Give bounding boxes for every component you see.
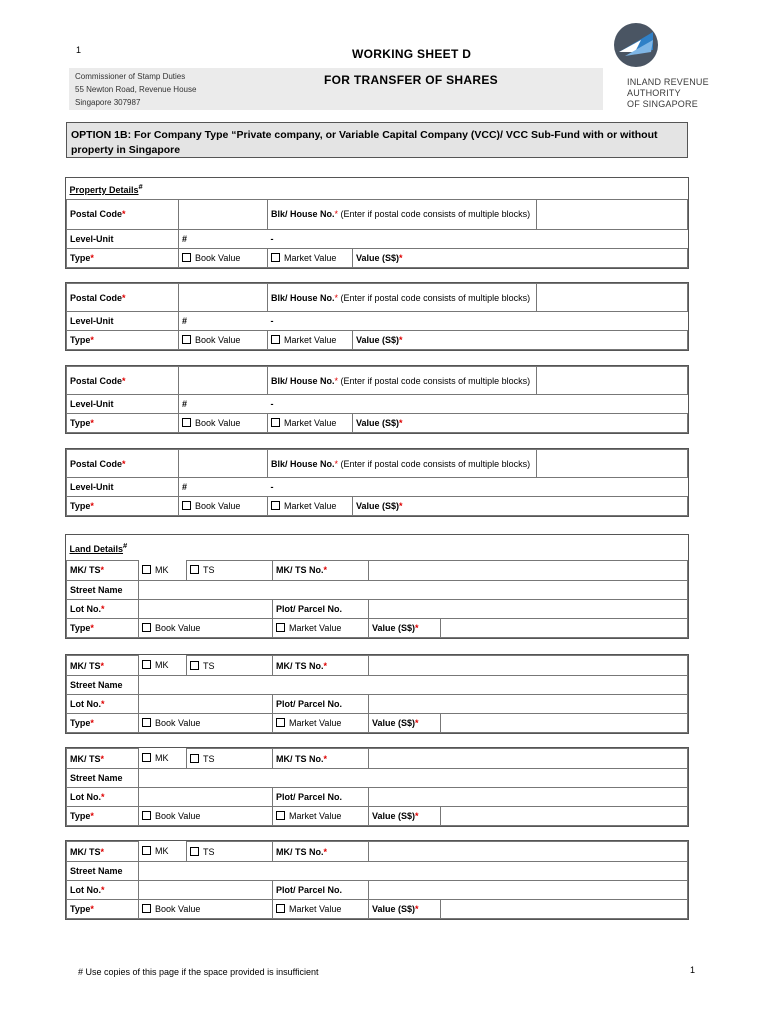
lot-no-input[interactable] bbox=[139, 695, 273, 714]
market-value-option[interactable]: Market Value bbox=[273, 900, 369, 919]
blk-label: Blk/ House No. bbox=[271, 458, 335, 469]
book-value-option[interactable]: Book Value bbox=[139, 807, 273, 826]
checkbox-icon[interactable] bbox=[142, 846, 151, 855]
value-input[interactable] bbox=[441, 714, 688, 733]
land-block: Land Details# MK/ TS* MK TS MK/ TS No.* Street Name Lot No.* Plot/ Parcel No. Type* Book Value Market Value Value (S$)* bbox=[65, 534, 689, 639]
mk-option[interactable]: MK bbox=[139, 560, 187, 580]
type-label: Type bbox=[70, 718, 91, 728]
property-block: Property Details# Postal Code* Blk/ House No.* (Enter if postal code consists of multiple blocks) Level-Unit # - Type* Book Value Market Value Value (S$)* bbox=[65, 177, 689, 269]
blk-input[interactable] bbox=[537, 367, 688, 395]
book-value-option[interactable]: Book Value bbox=[179, 497, 268, 516]
value-input[interactable] bbox=[441, 807, 688, 826]
blk-note: (Enter if postal code consists of multiple blocks) bbox=[338, 292, 531, 303]
blk-label: Blk/ House No. bbox=[271, 292, 335, 303]
checkbox-icon[interactable] bbox=[271, 501, 280, 510]
unit-hash: # bbox=[182, 233, 188, 244]
plot-input[interactable] bbox=[369, 788, 688, 807]
lot-no-label: Lot No. bbox=[70, 699, 101, 709]
market-value-option[interactable]: Market Value bbox=[273, 714, 369, 733]
book-value-option[interactable]: Book Value bbox=[139, 900, 273, 919]
section-hash: # bbox=[138, 181, 143, 191]
org-line-3: OF SINGAPORE bbox=[627, 99, 698, 109]
book-value-option[interactable]: Book Value bbox=[179, 331, 268, 350]
blk-label: Blk/ House No. bbox=[271, 375, 335, 386]
plot-label: Plot/ Parcel No. bbox=[273, 881, 369, 900]
mk-ts-no-input[interactable] bbox=[369, 749, 688, 769]
postal-code-label: Postal Code bbox=[70, 458, 123, 469]
plot-input[interactable] bbox=[369, 599, 688, 618]
address-line-2: 55 Newton Road, Revenue House bbox=[75, 85, 197, 94]
checkbox-icon[interactable] bbox=[271, 418, 280, 427]
market-value-option[interactable]: Market Value bbox=[273, 807, 369, 826]
postal-code-input[interactable] bbox=[179, 284, 268, 312]
checkbox-icon[interactable] bbox=[276, 811, 285, 820]
value-label: Value (S$) bbox=[356, 418, 400, 428]
unit-hash: # bbox=[182, 399, 188, 409]
org-name bbox=[627, 77, 709, 110]
street-name-input[interactable] bbox=[139, 580, 688, 599]
mk-ts-label: MK/ TS bbox=[70, 753, 101, 764]
checkbox-icon[interactable] bbox=[276, 623, 285, 632]
street-name-label: Street Name bbox=[67, 862, 139, 881]
plot-input[interactable] bbox=[369, 881, 688, 900]
level-unit-label: Level-Unit bbox=[67, 478, 179, 497]
plot-input[interactable] bbox=[369, 695, 688, 714]
street-name-input[interactable] bbox=[139, 676, 688, 695]
value-label: Value (S$) bbox=[372, 622, 416, 633]
property-section-title: Property Details bbox=[69, 184, 139, 195]
land-block: MK/ TS* MK TS MK/ TS No.* Street Name Lot No.* Plot/ Parcel No. Type* Book Value Market Value Value (S$)* bbox=[65, 747, 689, 827]
mk-option[interactable]: MK bbox=[139, 656, 187, 676]
section-hash: # bbox=[123, 540, 128, 550]
checkbox-icon[interactable] bbox=[271, 335, 280, 344]
property-block: Postal Code* Blk/ House No.* (Enter if postal code consists of multiple blocks) Level-Unit # - Type* Book Value Market Value Value (S$)* bbox=[65, 282, 689, 351]
type-label: Type bbox=[70, 501, 91, 511]
address-line-3: Singapore 307987 bbox=[75, 98, 141, 107]
unit-dash: - bbox=[270, 482, 274, 492]
street-name-label: Street Name bbox=[67, 580, 139, 599]
blk-input[interactable] bbox=[537, 199, 688, 229]
checkbox-icon[interactable] bbox=[182, 501, 191, 510]
type-label: Type bbox=[70, 418, 91, 428]
checkbox-icon[interactable] bbox=[142, 660, 151, 669]
org-line-1: INLAND REVENUE bbox=[627, 77, 709, 87]
value-label: Value (S$) bbox=[356, 335, 400, 345]
plot-label: Plot/ Parcel No. bbox=[273, 788, 369, 807]
address-line-1: Commissioner of Stamp Duties bbox=[75, 72, 186, 81]
mk-ts-no-label: MK/ TS No. bbox=[276, 660, 324, 671]
checkbox-icon[interactable] bbox=[190, 847, 199, 856]
postal-code-input[interactable] bbox=[179, 367, 268, 395]
street-name-label: Street Name bbox=[67, 676, 139, 695]
blk-input[interactable] bbox=[537, 284, 688, 312]
mk-ts-label: MK/ TS bbox=[70, 565, 101, 575]
iras-logo-icon bbox=[613, 22, 659, 68]
lot-no-label: Lot No. bbox=[70, 792, 101, 802]
checkbox-icon[interactable] bbox=[142, 718, 151, 727]
value-label: Value (S$) bbox=[356, 501, 400, 511]
value-input[interactable] bbox=[441, 618, 688, 637]
level-unit-label: Level-Unit bbox=[67, 395, 179, 414]
value-label: Value (S$) bbox=[372, 811, 416, 821]
property-block: Postal Code* Blk/ House No.* (Enter if postal code consists of multiple blocks) Level-Unit # - Type* Book Value Market Value Value (S$)* bbox=[65, 365, 689, 434]
mk-ts-no-label: MK/ TS No. bbox=[276, 753, 324, 764]
blk-note: (Enter if postal code consists of multiple blocks) bbox=[338, 458, 531, 469]
unit-hash: # bbox=[182, 316, 188, 326]
ts-option[interactable]: TS bbox=[187, 842, 273, 862]
checkbox-icon[interactable] bbox=[182, 418, 191, 427]
checkbox-icon[interactable] bbox=[142, 753, 151, 762]
checkbox-icon[interactable] bbox=[142, 811, 151, 820]
value-label: Value (S$) bbox=[356, 252, 400, 263]
value-label: Value (S$) bbox=[372, 718, 416, 728]
mk-ts-no-input[interactable] bbox=[369, 560, 688, 580]
ts-option[interactable]: TS bbox=[187, 749, 273, 769]
checkbox-icon[interactable] bbox=[271, 253, 280, 262]
checkbox-icon[interactable] bbox=[190, 661, 199, 670]
mk-ts-label: MK/ TS bbox=[70, 846, 101, 857]
level-unit-label: Level-Unit bbox=[67, 312, 179, 331]
lot-no-input[interactable] bbox=[139, 881, 273, 900]
market-value-option[interactable]: Market Value bbox=[268, 248, 353, 267]
mk-option[interactable]: MK bbox=[139, 842, 187, 862]
checkbox-icon[interactable] bbox=[182, 335, 191, 344]
org-line-2: AUTHORITY bbox=[627, 88, 681, 98]
street-name-input[interactable] bbox=[139, 769, 688, 788]
type-label: Type bbox=[70, 252, 91, 263]
footer-note: # Use copies of this page if the space provided is insufficient bbox=[78, 967, 319, 977]
plot-label: Plot/ Parcel No. bbox=[273, 599, 369, 618]
book-value-option[interactable]: Book Value bbox=[179, 414, 268, 433]
blk-note: (Enter if postal code consists of multiple blocks) bbox=[338, 375, 531, 386]
unit-dash: - bbox=[270, 233, 274, 244]
type-label: Type bbox=[70, 811, 91, 821]
mk-ts-no-input[interactable] bbox=[369, 656, 688, 676]
checkbox-icon[interactable] bbox=[142, 565, 151, 574]
mk-ts-label: MK/ TS bbox=[70, 660, 101, 671]
mk-ts-no-label: MK/ TS No. bbox=[276, 846, 324, 857]
checkbox-icon[interactable] bbox=[276, 718, 285, 727]
ts-option[interactable]: TS bbox=[187, 656, 273, 676]
postal-code-label: Postal Code bbox=[70, 292, 123, 303]
lot-no-label: Lot No. bbox=[70, 885, 101, 895]
value-label: Value (S$) bbox=[372, 904, 416, 914]
type-label: Type bbox=[70, 622, 91, 633]
street-name-input[interactable] bbox=[139, 862, 688, 881]
type-label: Type bbox=[70, 335, 91, 345]
checkbox-icon[interactable] bbox=[142, 904, 151, 913]
checkbox-icon[interactable] bbox=[182, 253, 191, 262]
unit-dash: - bbox=[270, 399, 274, 409]
plot-label: Plot/ Parcel No. bbox=[273, 695, 369, 714]
page-number-top: 1 bbox=[76, 45, 82, 55]
blk-input[interactable] bbox=[537, 450, 688, 478]
unit-dash: - bbox=[270, 316, 274, 326]
postal-code-input[interactable] bbox=[179, 199, 268, 229]
checkbox-icon[interactable] bbox=[190, 754, 199, 763]
book-value-option[interactable]: Book Value bbox=[179, 248, 268, 267]
checkbox-icon[interactable] bbox=[190, 565, 199, 574]
street-name-label: Street Name bbox=[67, 769, 139, 788]
land-block: MK/ TS* MK TS MK/ TS No.* Street Name Lot No.* Plot/ Parcel No. Type* Book Value Market Value Value (S$)* bbox=[65, 654, 689, 734]
property-block: Postal Code* Blk/ House No.* (Enter if postal code consists of multiple blocks) Level-Unit # - Type* Book Value Market Value Value (S$)* bbox=[65, 448, 689, 517]
option-banner: OPTION 1B: For Company Type “Private company, or Variable Capital Company (VCC)/ VCC Sub-Fund with or without property in Singapore bbox=[66, 122, 688, 158]
land-section-title: Land Details bbox=[69, 543, 124, 554]
land-block: MK/ TS* MK TS MK/ TS No.* Street Name Lot No.* Plot/ Parcel No. Type* Book Value Market Value Value (S$)* bbox=[65, 840, 689, 920]
market-value-option[interactable]: Market Value bbox=[268, 331, 353, 350]
checkbox-icon[interactable] bbox=[276, 904, 285, 913]
lot-no-input[interactable] bbox=[139, 788, 273, 807]
sheet-title: WORKING SHEET D bbox=[352, 47, 472, 61]
lot-no-label: Lot No. bbox=[70, 603, 101, 614]
postal-code-label: Postal Code bbox=[70, 209, 123, 219]
sheet-subtitle: FOR TRANSFER OF SHARES bbox=[324, 73, 498, 87]
postal-code-label: Postal Code bbox=[70, 375, 123, 386]
ts-option[interactable]: TS bbox=[187, 560, 273, 580]
mk-option[interactable]: MK bbox=[139, 749, 187, 769]
mk-ts-no-input[interactable] bbox=[369, 842, 688, 862]
level-unit-label: Level-Unit bbox=[67, 229, 179, 248]
book-value-option[interactable]: Book Value bbox=[139, 714, 273, 733]
unit-hash: # bbox=[182, 482, 188, 492]
blk-note: (Enter if postal code consists of multiple blocks) bbox=[338, 209, 531, 219]
book-value-option[interactable]: Book Value bbox=[139, 618, 273, 637]
page-number-bottom: 1 bbox=[690, 965, 696, 975]
market-value-option[interactable]: Market Value bbox=[268, 497, 353, 516]
blk-label: Blk/ House No. bbox=[271, 209, 335, 219]
value-input[interactable] bbox=[441, 900, 688, 919]
market-value-option[interactable]: Market Value bbox=[273, 618, 369, 637]
postal-code-input[interactable] bbox=[179, 450, 268, 478]
type-label: Type bbox=[70, 904, 91, 914]
checkbox-icon[interactable] bbox=[142, 623, 151, 632]
mk-ts-no-label: MK/ TS No. bbox=[276, 565, 324, 575]
lot-no-input[interactable] bbox=[139, 599, 273, 618]
market-value-option[interactable]: Market Value bbox=[268, 414, 353, 433]
